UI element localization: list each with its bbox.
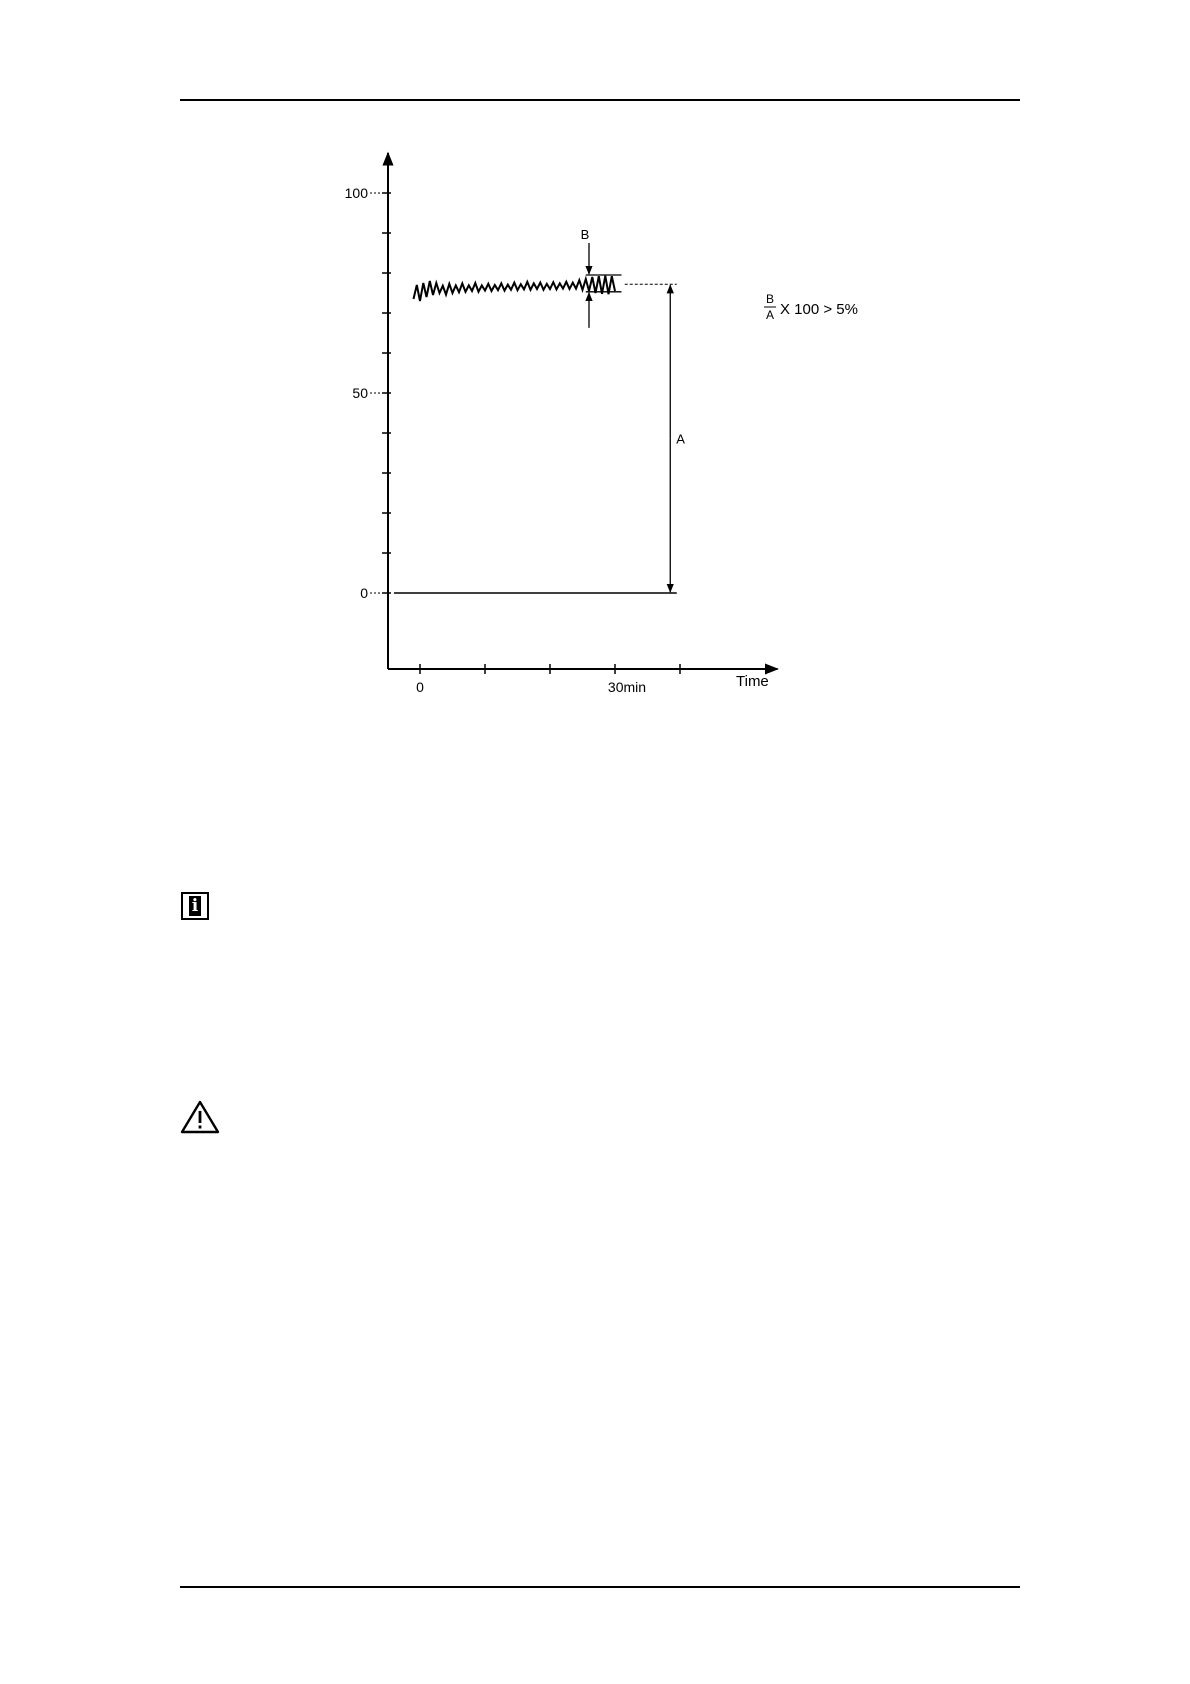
stability-chart [0, 0, 1190, 720]
x-tick-label: 30min [607, 679, 647, 695]
formula-numerator: B [765, 292, 775, 306]
x-axis-label: Time [736, 673, 769, 690]
info-icon-glyph: i [189, 896, 201, 916]
y-tick-label: 0 [360, 585, 368, 601]
warning-icon [180, 1100, 220, 1134]
x-tick-label: 0 [416, 679, 424, 695]
series-group [394, 276, 677, 593]
annotations [581, 227, 858, 592]
b-label: B [580, 227, 590, 242]
y-tick-label: 100 [344, 185, 368, 201]
formula-denominator: A [765, 308, 775, 322]
y-ticks [345, 185, 391, 601]
a-label: A [676, 431, 685, 447]
info-icon [181, 892, 209, 920]
series-line [414, 276, 616, 301]
formula-expression: X 100 > 5% [780, 301, 858, 318]
y-tick-label: 50 [352, 385, 368, 401]
footer-rule [180, 1586, 1020, 1588]
